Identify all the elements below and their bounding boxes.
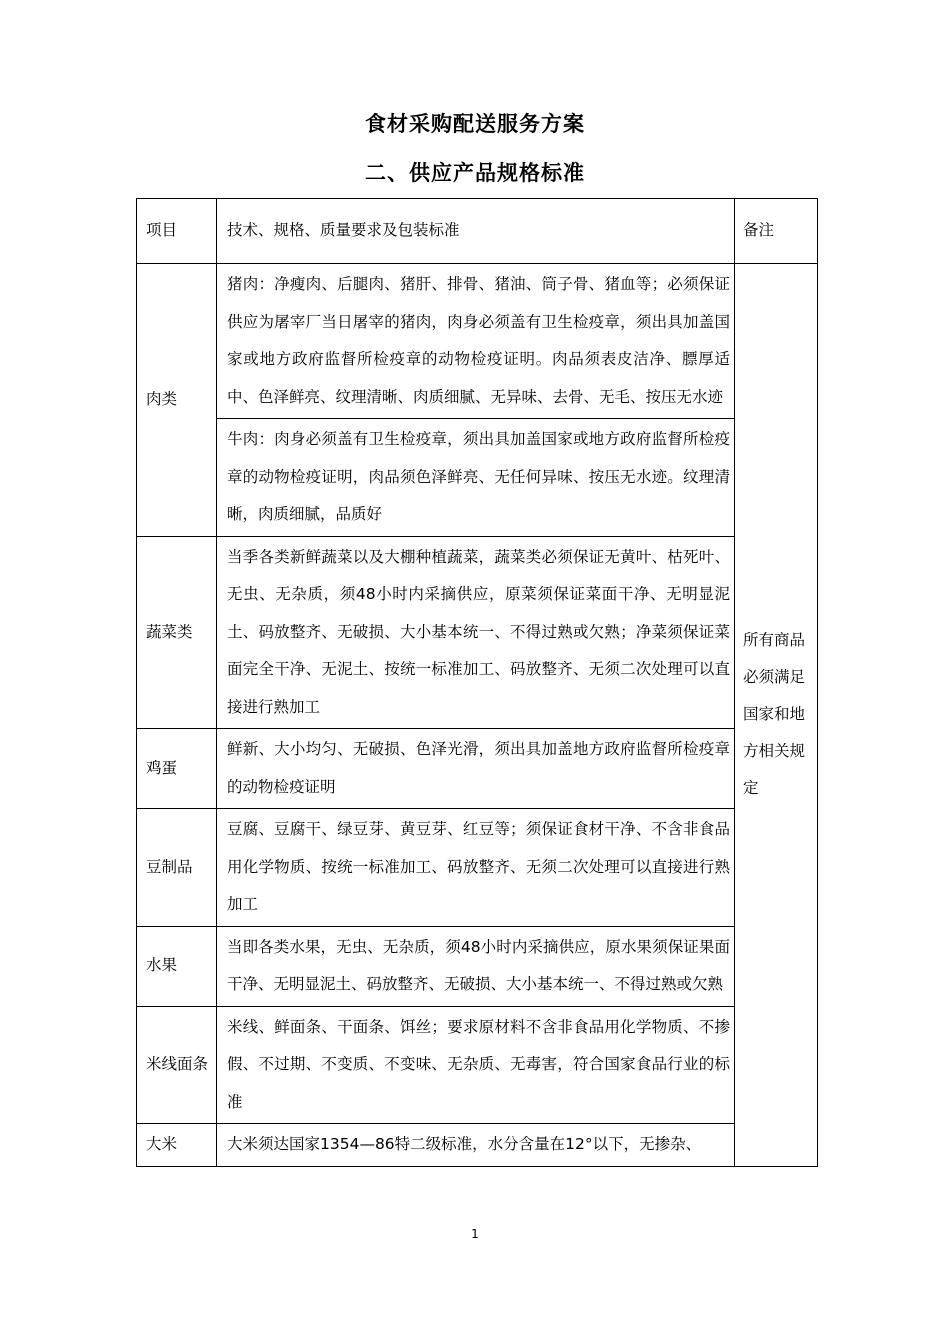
header-note: 备注 <box>735 199 818 264</box>
spec-table <box>136 198 818 1167</box>
page-number: 1 <box>471 1227 479 1241</box>
header-standard: 技术、规格、质量要求及包装标准 <box>217 199 735 264</box>
category-cell: 米线面条 <box>137 1006 217 1124</box>
note-cell: 所有商品必须满足国家和地方相关规定 <box>735 264 818 1167</box>
table-row <box>137 1124 818 1167</box>
content-cell: 鲜新、大小均匀、无破损、色泽光滑，须出具加盖地方政府监督所检疫章的动物检疫证明 <box>217 729 735 809</box>
table-row <box>137 419 818 537</box>
category-cell: 豆制品 <box>137 809 217 927</box>
category-cell: 蔬菜类 <box>137 536 217 729</box>
content-cell: 米线、鲜面条、干面条、饵丝；要求原材料不含非食品用化学物质、不掺假、不过期、不变质、不变味、无杂质、无毒害，符合国家食品行业的标准 <box>217 1006 735 1124</box>
content-cell: 牛肉：肉身必须盖有卫生检疫章，须出具加盖国家或地方政府监督所检疫章的动物检疫证明，肉品须色泽鲜亮、无任何异味、按压无水迹。纹理清晰，肉质细腻，品质好 <box>217 419 735 537</box>
document-title: 食材采购配送服务方案 <box>365 112 585 136</box>
table-row <box>137 264 818 419</box>
content-cell: 猪肉：净瘦肉、后腿肉、猪肝、排骨、猪油、筒子骨、猪血等；必须保证供应为屠宰厂当日屠宰的猪肉，肉身必须盖有卫生检疫章，须出具加盖国家或地方政府监督所检疫章的动物检疫证明。肉品须表皮洁净、膘厚适中、色泽鲜亮、纹理清晰、肉质细腻、无异味、去骨、无毛、按压无水迹 <box>217 264 735 419</box>
table-header-row <box>137 199 818 264</box>
content-cell: 当即各类水果，无虫、无杂质，须48小时内采摘供应，原水果须保证果面干净、无明显泥土、码放整齐、无破损、大小基本统一、不得过熟或欠熟 <box>217 926 735 1006</box>
category-cell: 鸡蛋 <box>137 729 217 809</box>
category-cell: 大米 <box>137 1124 217 1167</box>
table-row <box>137 536 818 729</box>
content-cell: 大米须达国家1354—86特二级标准，水分含量在12°以下，无掺杂、 <box>217 1124 735 1167</box>
category-cell: 肉类 <box>137 264 217 537</box>
category-cell: 水果 <box>137 926 217 1006</box>
table-row <box>137 1006 818 1124</box>
table-row <box>137 809 818 927</box>
section-heading: 二、供应产品规格标准 <box>365 161 585 185</box>
table-row <box>137 729 818 809</box>
table-row <box>137 926 818 1006</box>
header-item: 项目 <box>137 199 217 264</box>
content-cell: 当季各类新鲜蔬菜以及大棚种植蔬菜，蔬菜类必须保证无黄叶、枯死叶、无虫、无杂质，须48小时内采摘供应，原菜须保证菜面干净、无明显泥土、码放整齐、无破损、大小基本统一、不得过熟或欠熟；净菜须保证菜面完全干净、无泥土、按统一标准加工、码放整齐、无须二次处理可以直接进行熟加工 <box>217 536 735 729</box>
content-cell: 豆腐、豆腐干、绿豆芽、黄豆芽、红豆等；须保证食材干净、不含非食品用化学物质、按统一标准加工、码放整齐、无须二次处理可以直接进行熟加工 <box>217 809 735 927</box>
